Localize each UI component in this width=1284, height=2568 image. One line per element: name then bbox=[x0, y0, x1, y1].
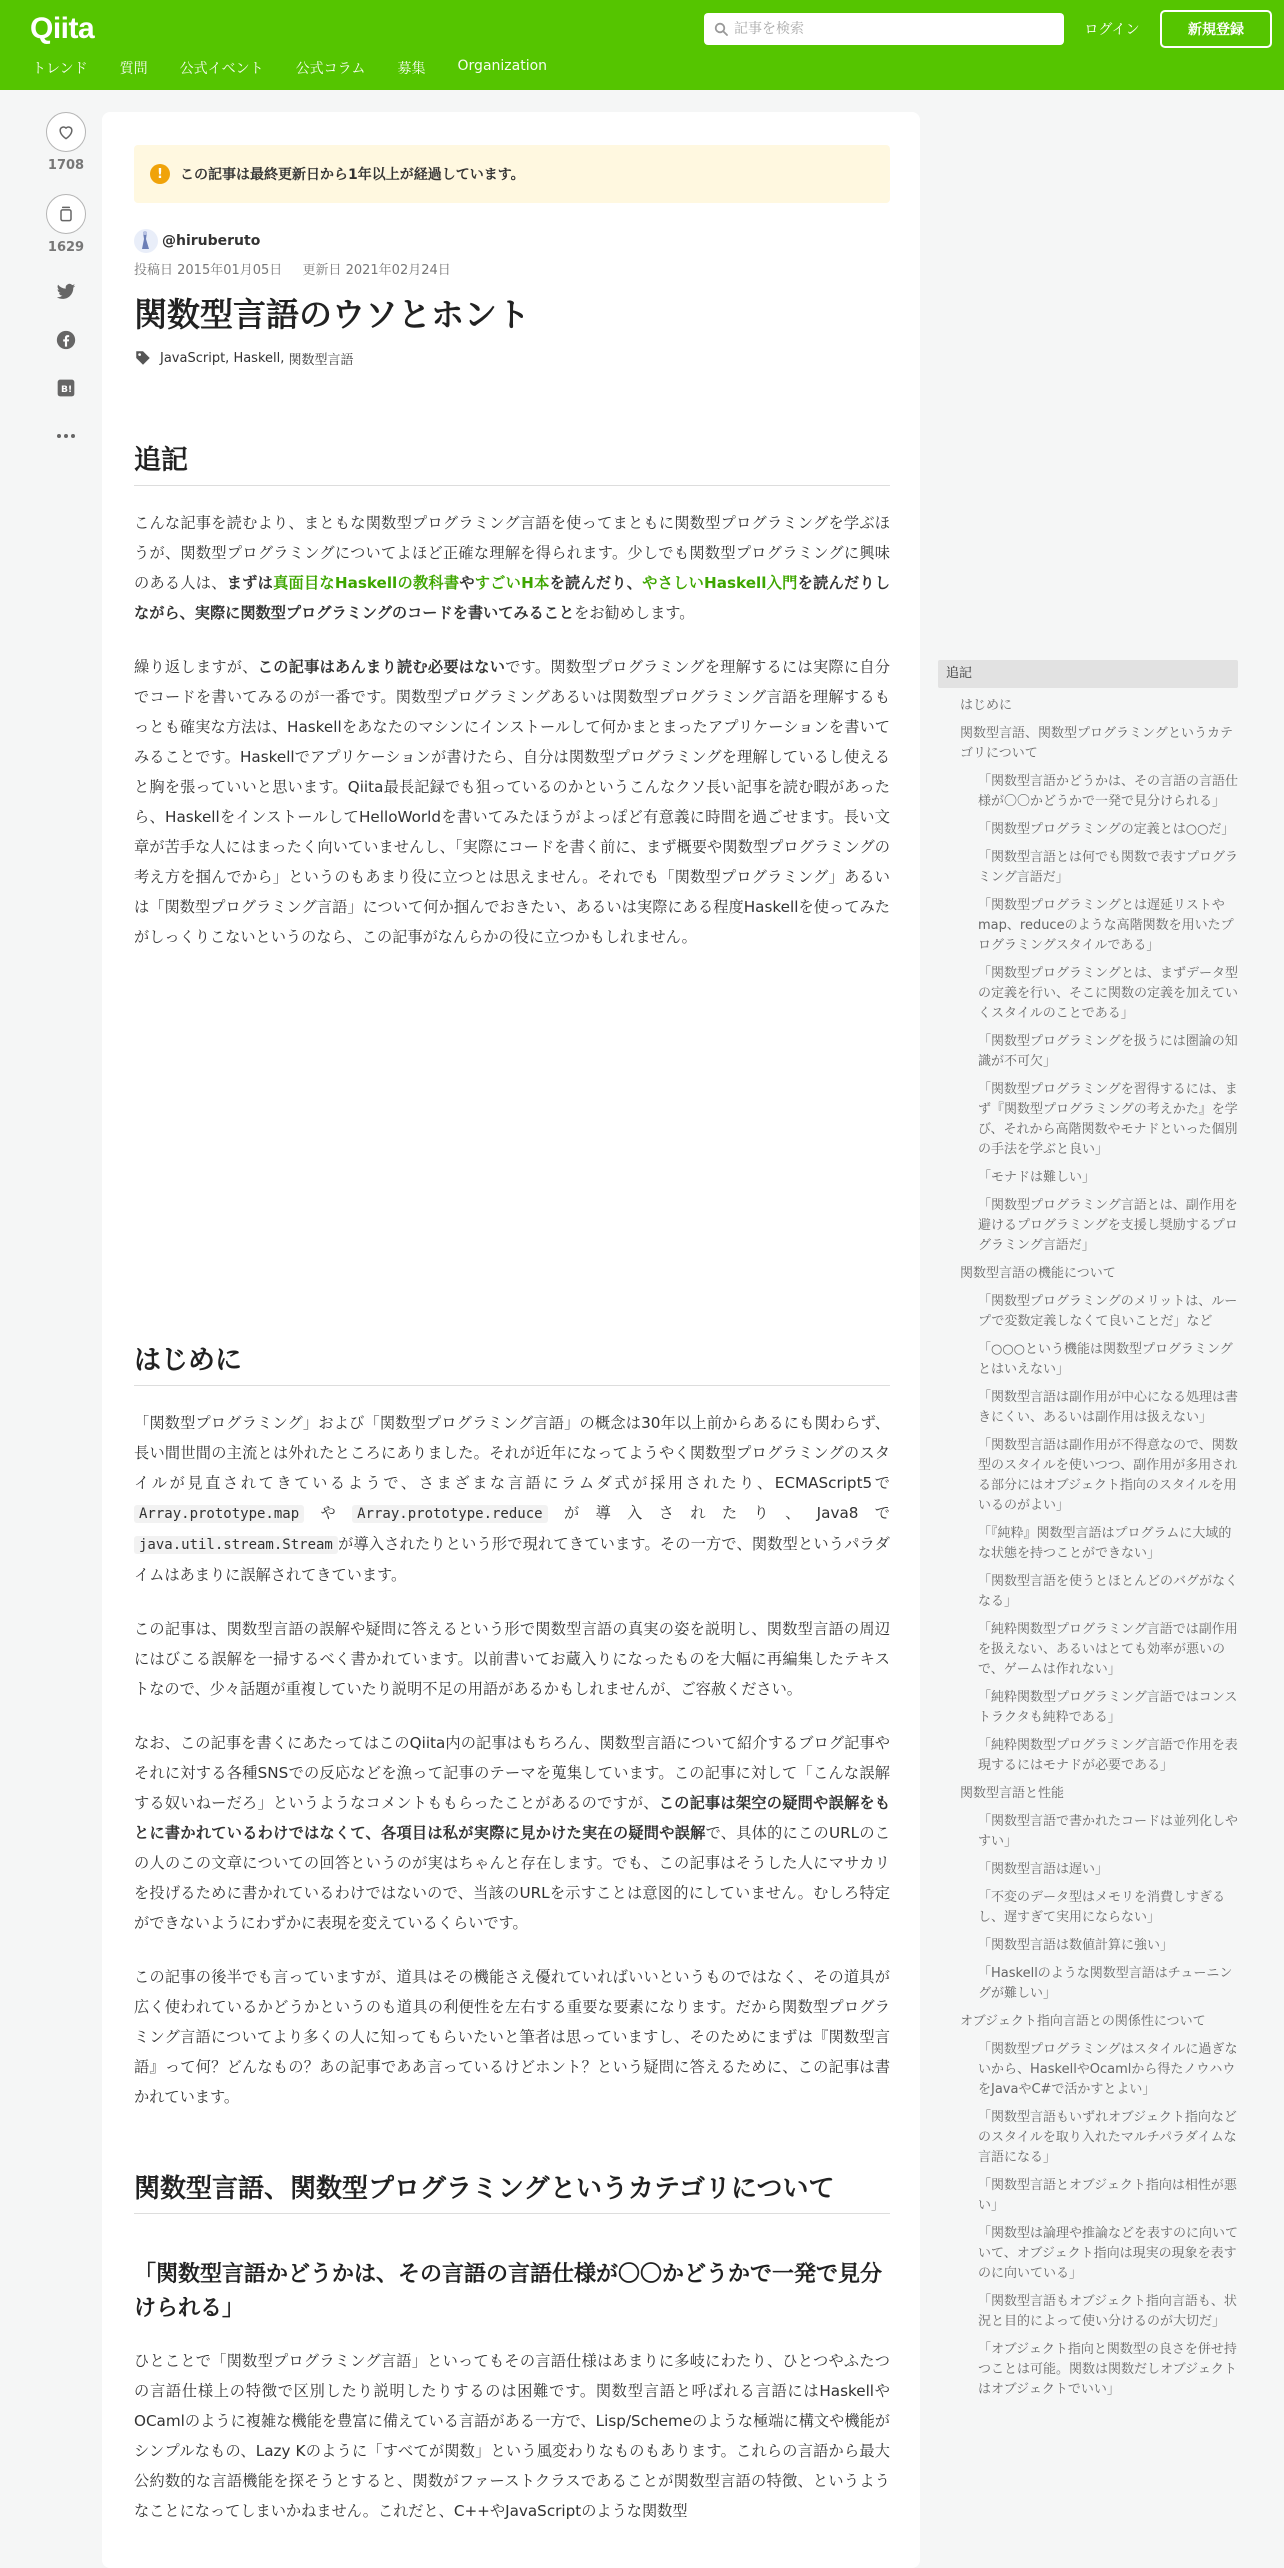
nav-organization[interactable]: Organization bbox=[457, 58, 548, 74]
toc-item[interactable]: 「関数型プログラミングはスタイルに過ぎないから、HaskellやOcamlから得たノウハウをJavaやC#で活かすとよい」 bbox=[978, 2042, 1238, 2097]
tag-list bbox=[134, 349, 890, 368]
login-link[interactable]: ログイン bbox=[1084, 22, 1140, 38]
toc-item[interactable]: 「モナドは難しい」 bbox=[978, 1170, 1096, 1185]
article-title: 関数型言語のウソとホント bbox=[134, 295, 530, 334]
nav-official-events[interactable]: 公式イベント bbox=[179, 61, 264, 77]
toc-item[interactable]: 「関数型プログラミングとは、まずデータ型の定義を行い、そこに関数の定義を加えていくスタイルのことである」 bbox=[978, 966, 1239, 1021]
link-sugoi-h[interactable]: すごいH本 bbox=[474, 573, 550, 592]
tag-icon bbox=[134, 349, 152, 367]
qiita-logo[interactable]: Qiita bbox=[30, 12, 95, 45]
more-icon bbox=[56, 433, 76, 439]
nav-official-column[interactable]: 公式コラム bbox=[295, 61, 366, 77]
toc-item[interactable]: 「関数型プログラミングを習得するには、まず『関数型プログラミングの考えかた』を学び、それから高階関数やモナドといった個別の手法を学ぶと良い」 bbox=[978, 1082, 1238, 1157]
tag-separator: , bbox=[225, 350, 234, 366]
toc-item[interactable]: 「関数型言語は副作用が不得意なので、関数型のスタイルを使いつつ、副作用が多用される部分にはオブジェクト指向のスタイルを用いるのがよい」 bbox=[978, 1438, 1238, 1513]
like-count: 1708 bbox=[47, 158, 85, 173]
toc-item[interactable]: 「純粋関数型プログラミング言語では副作用を扱えない、あるいはとても効率が悪いので、ゲームは作れない」 bbox=[978, 1622, 1238, 1677]
toc-item[interactable]: 「Haskellのような関数型言語はチューニングが難しい」 bbox=[978, 1966, 1233, 2001]
ad-space bbox=[134, 952, 890, 1338]
paragraph-4: この記事は、関数型言語の誤解や疑問に答えるという形で関数型言語の真実の姿を説明し、関数型言語の周辺にはびこる誤解を一掃するべく書かれています。以前書いてお蔵入りになったものを大幅に再編集したテキストなので、少々話題が重複していたり説明不足の用語があるかもしれませんが、ご容赦ください。 bbox=[134, 1619, 890, 1698]
table-of-contents bbox=[938, 660, 1238, 2408]
toc-item[interactable]: 「不変のデータ型はメモリを消費しすぎるし、遅すぎて実用にならない」 bbox=[978, 1890, 1226, 1925]
updated-date: 更新日 2021年02月24日 bbox=[302, 263, 451, 278]
outdated-notice bbox=[134, 145, 890, 203]
tag-functional-language[interactable]: 関数型言語 bbox=[288, 352, 354, 368]
heading-tsuiki: 追記 bbox=[134, 438, 890, 486]
paragraph-6: この記事の後半でも言っていますが、道具はその機能さえ優れていればいいというものではなく、その道具が広く使われているかどうかというのも道具の利便性を左右する重要な要素になります。だから関数型プログラミング言語についてより多くの人に知ってもらいたいと筆者は思っていますし、そのためにまずは『関数型言語』って何？どんなもの？あの記事でああ言っているけどホント？という疑問に答えるために、この記事は書かれています。 bbox=[134, 1967, 890, 2106]
toc-item[interactable]: 「関数型言語で書かれたコードは並列化しやすい」 bbox=[978, 1814, 1239, 1849]
tag-haskell[interactable]: Haskell bbox=[233, 350, 281, 366]
global-nav bbox=[32, 58, 579, 78]
paragraph-7: ひとことで「関数型プログラミング言語」といってもその言語仕様はあまりに多岐にわたり、ひとつやふたつの言語仕様上の特徴で区別したり説明したりするのは困難です。関数型言語と呼ばれる言語にはHaskellやOCamlのように複雑な機能を豊富に備えている言語がある一方で、Lisp/Schemeのような極端に構文や機能がシンプルなもの、Lazy Kのように「すべてが関数」という風変わりなものもあります。これらの言語から最大公約数的な言語機能を探そうとすると、関数がファーストクラスであることが関数型言語の特徴、というようなことになってしまいかねません。これだと、C++やJavaScriptのような関数型 bbox=[134, 2352, 890, 2521]
nav-recruit[interactable]: 募集 bbox=[397, 61, 426, 77]
stock-count: 1629 bbox=[47, 240, 85, 255]
signup-button[interactable]: 新規登録 bbox=[1160, 10, 1272, 48]
search-box[interactable] bbox=[704, 13, 1064, 45]
toc-item[interactable]: 「関数型プログラミング言語とは、副作用を避けるプログラミングを支援し奨励するプログラミング言語だ」 bbox=[978, 1198, 1238, 1253]
toc-item[interactable]: 「関数型プログラミングを扱うには圏論の知識が不可欠」 bbox=[978, 1034, 1238, 1069]
paragraph-5: なお、この記事を書くにあたってはこのQiita内の記事はもちろん、関数型言語について紹介するブログ記事やそれに対する各種SNSでの反応などを漁って記事のテーマを蒐集しています。この記事に対して「こんな誤解する奴いねーだろ」というようなコメントももらったことがあるのですが、この記事は架空の疑問や誤解をもとに書かれているわけではなくて、各項目は私が実際に見かけた実在の疑問や誤解で、具体的にこのURLのこの人のこの文章についての回答というのが実はちゃんと存在します。でも、この記事はそうした人にマサカリを投げるために書かれているわけではないので、当該のURLを示すことは意図的にしていません。むしろ特定ができないようにわずかに表現を変えているくらいです。 bbox=[134, 1733, 891, 1932]
toc-item[interactable]: 「関数型言語とオブジェクト指向は相性が悪い」 bbox=[978, 2178, 1237, 2213]
nav-trend[interactable]: トレンド bbox=[32, 61, 88, 77]
toc-item[interactable]: 「関数型言語とは何でも関数で表すプログラミング言語だ」 bbox=[978, 850, 1239, 885]
like-button[interactable] bbox=[46, 112, 86, 152]
toc-item[interactable]: 「関数型プログラミングの定義とは○○だ」 bbox=[978, 822, 1235, 837]
toc-item[interactable]: 「関数型言語もいずれオブジェクト指向などのスタイルを取り入れたマルチパラダイムな言語になる」 bbox=[978, 2110, 1237, 2165]
toc-item[interactable]: 関数型言語、関数型プログラミングというカテゴリについて bbox=[960, 726, 1234, 761]
stock-icon bbox=[56, 204, 76, 224]
paragraph-2: 繰り返しますが、この記事はあんまり読む必要はないです。関数型プログラミングを理解するには実際に自分でコードを書いてみるのが一番です。関数型プログラミングあるいは関数型プログラミング言語を理解するもっとも確実な方法は、Haskellをあなたのマシンにインストールして何かまとまったアプリケーションを書いてみることです。Haskellでアプリケーションが書けたら、自分は関数型プログラミングを理解しているし使えると胸を張っていいと思います。Qiita最長記録でも狙っているのかというこんなクソ長い記事を読む暇があったら、HaskellをインストールしてHelloWorldを書いてみたほうがよっぽど有意義に時間を過ごせます。長い文章が苦手な人にはまったく向いていませんし、「実際にコードを書く前に、まず概要や関数型プログラミングの考え方を掴んでから」というのもあまり役に立つとは思えません。それでも「関数型プログラミング」あるいは「関数型プログラミング言語」について何か掴んでおきたい、あるいは実際にある程度Haskellを使ってみたがしっくりこないというのなら、この記事がなんらかの役に立つかもしれません。 bbox=[134, 657, 891, 946]
heading-category: 関数型言語、関数型プログラミングというカテゴリについて bbox=[134, 2168, 890, 2214]
link-haskell-textbook[interactable]: 真面目なHaskellの教科書 bbox=[273, 573, 460, 592]
facebook-share[interactable] bbox=[54, 328, 78, 352]
like-group bbox=[46, 112, 86, 173]
avatar[interactable] bbox=[134, 229, 158, 253]
nav-questions[interactable]: 質問 bbox=[119, 61, 148, 77]
toc-item[interactable]: 「○○○という機能は関数型プログラミングとはいえない」 bbox=[978, 1342, 1233, 1377]
paragraph-1: こんな記事を読むより、まともな関数型プログラミング言語を使ってまともに関数型プログラミングを学ぶほうが、関数型プログラミングについてよほど正確な理解を得られます。少しでも関数型プログラミングに興味のある人は、まずは真面目なHaskellの教科書やすごいH本を読んだり、やさしいHaskell入門を読んだりしながら、実際に関数型プログラミングのコードを書いてみることをお勧めします。 bbox=[134, 513, 891, 622]
posted-date: 投稿日 2015年01月05日 bbox=[134, 263, 283, 278]
tag-separator: , bbox=[280, 350, 289, 366]
toc-item[interactable]: 「オブジェクト指向と関数型の良さを併せ持つことは可能。関数は関数だしオブジェクトはオブジェクトでいい」 bbox=[978, 2342, 1237, 2397]
hatena-bookmark-icon bbox=[56, 378, 76, 398]
article-dates bbox=[134, 259, 890, 278]
toc-item[interactable]: 追記 bbox=[938, 660, 1238, 688]
heading-first-question: 「関数型言語かどうかは、その言語の言語仕様が〇〇かどうかで一発で見分けられる」 bbox=[134, 2261, 883, 2321]
toc-item[interactable]: 「関数型言語を使うとほとんどのバグがなくなる」 bbox=[978, 1574, 1239, 1609]
search-icon bbox=[714, 22, 728, 36]
search-input[interactable] bbox=[734, 21, 1054, 37]
heart-icon bbox=[56, 122, 76, 142]
author[interactable] bbox=[134, 229, 890, 253]
article-inner bbox=[134, 145, 890, 2526]
toc-item[interactable]: 「純粋関数型プログラミング言語で作用を表現するにはモナドが必要である」 bbox=[978, 1738, 1238, 1773]
toc-item[interactable]: 「関数型は論理や推論などを表すのに向いていて、オブジェクト指向は現実の現象を表すのに向いている」 bbox=[978, 2226, 1239, 2281]
toc-item[interactable]: 「関数型プログラミングのメリットは、ループで変数定義しなくて良いことだ」など bbox=[978, 1294, 1238, 1329]
warning-icon: ! bbox=[150, 164, 170, 184]
toc-item[interactable]: 「関数型言語は副作用が中心になる処理は書きにくい、あるいは副作用は扱えない」 bbox=[978, 1390, 1239, 1425]
toc-item[interactable]: 「関数型プログラミングとは遅延リストやmap、reduceのような高階関数を用いたプログラミングスタイルである」 bbox=[978, 898, 1234, 953]
toc-item[interactable]: はじめに bbox=[960, 698, 1013, 713]
link-yasashii-haskell[interactable]: やさしいHaskell入門 bbox=[642, 573, 798, 592]
stock-button[interactable] bbox=[46, 194, 86, 234]
article bbox=[102, 112, 920, 2568]
hatena-share[interactable] bbox=[54, 376, 78, 400]
toc-item[interactable]: 「『純粋』関数型言語はプログラムに大域的な状態を持つことができない」 bbox=[978, 1526, 1232, 1561]
toc-item[interactable]: 関数型言語と性能 bbox=[960, 1786, 1065, 1801]
toc-item[interactable]: 「純粋関数型プログラミング言語ではコンストラクタも純粋である」 bbox=[978, 1690, 1238, 1725]
author-avatar-icon bbox=[134, 229, 158, 253]
toc-item[interactable]: 関数型言語の機能について bbox=[960, 1266, 1116, 1281]
heading-hajimeni: はじめに bbox=[134, 1338, 890, 1386]
toc-item[interactable]: 「関数型言語は数値計算に強い」 bbox=[978, 1938, 1174, 1953]
stock-group bbox=[46, 194, 86, 255]
global-header bbox=[0, 0, 1284, 90]
toc-item[interactable]: オブジェクト指向言語との関係性について bbox=[960, 2014, 1206, 2029]
toc-item[interactable]: 「関数型言語は遅い」 bbox=[978, 1862, 1109, 1877]
toc-item[interactable]: 「関数型言語かどうかは、その言語の言語仕様が〇〇かどうかで一発で見分けられる」 bbox=[978, 774, 1239, 809]
tag-javascript[interactable]: JavaScript bbox=[160, 350, 226, 366]
svg-text:B!: B! bbox=[61, 384, 73, 396]
facebook-icon bbox=[56, 330, 76, 350]
notice-text: この記事は最終更新日から1年以上が経過しています。 bbox=[180, 167, 525, 183]
toc-item[interactable]: 「関数型言語もオブジェクト指向言語も、状況と目的によって使い分けるのが大切だ」 bbox=[978, 2294, 1237, 2329]
twitter-share[interactable] bbox=[54, 280, 78, 304]
author-name[interactable]: @hiruberuto bbox=[162, 233, 261, 249]
more-button[interactable] bbox=[54, 424, 78, 448]
twitter-icon bbox=[56, 283, 76, 301]
paragraph-3: 「関数型プログラミング」および「関数型プログラミング言語」の概念は30年以上前からあるにも関わらず、長い間世間の主流とは外れたところにありました。それが近年になってようやく関数型プログラミングのスタイルが見直されてきているようで、さまざまな言語にラムダ式が採用されたり、ECMAScript5でArray.prototype.map や Array.prototype.reduce が導入されたり、Java8でjava.util.stream.Stream が導入されたりという形で現れてきています。その一方で、関数型というパラダイムはあまりに誤解されてきています。 bbox=[134, 1413, 890, 1584]
